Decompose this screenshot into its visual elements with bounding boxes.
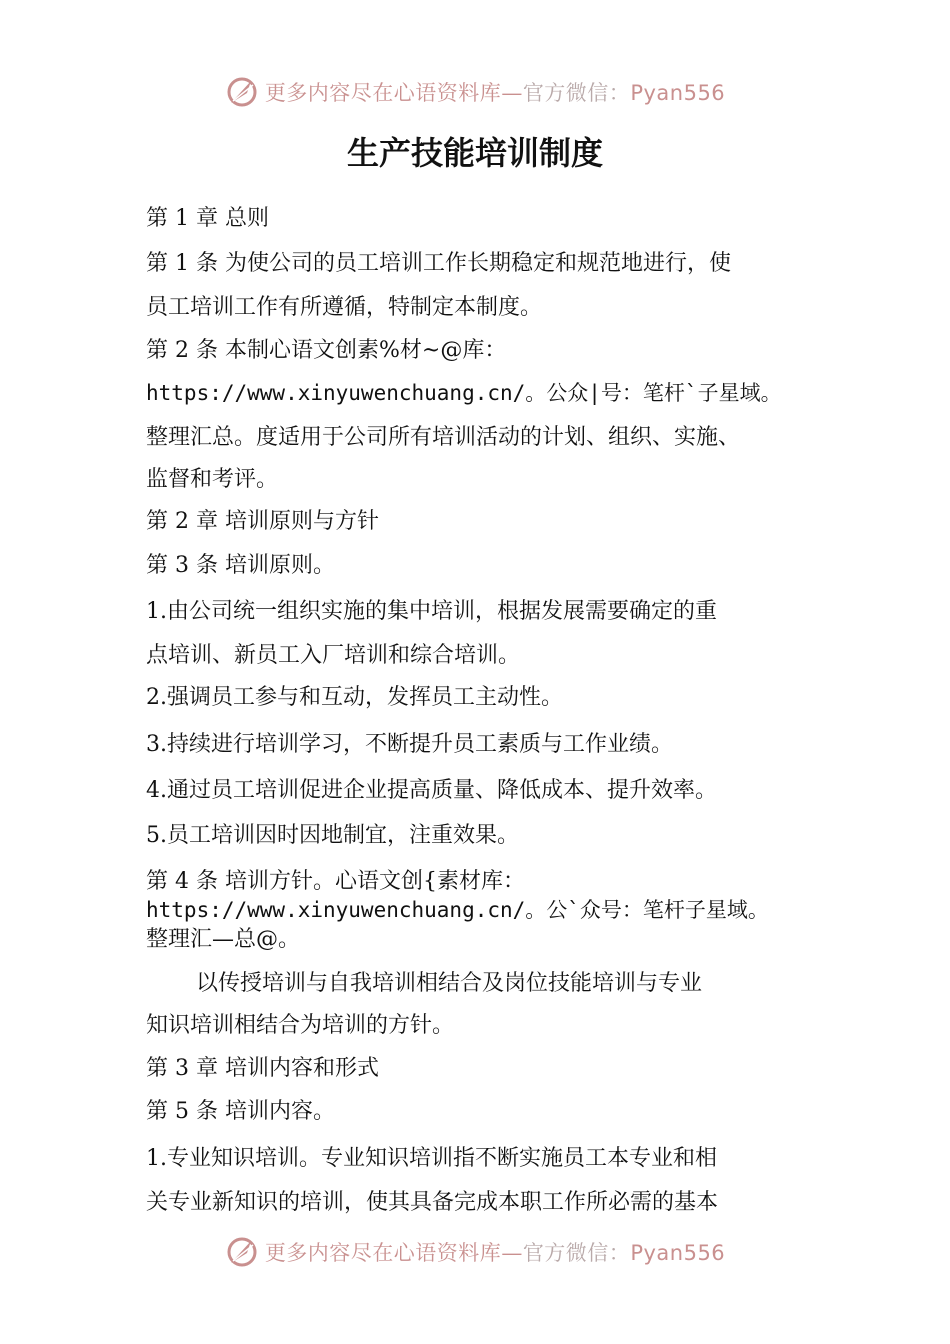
paragraph-line: 知识培训相结合为培训的方针。 <box>146 1013 455 1038</box>
paragraph-line: 第 5 条 培训内容。 <box>146 1099 335 1124</box>
list-item: 1.专业知识培训。专业知识培训指不断实施员工本专业和相 <box>146 1146 717 1171</box>
paragraph-line: 以传授培训与自我培训相结合及岗位技能培训与专业 <box>196 971 703 996</box>
list-item: 3.持续进行培训学习，不断提升员工素质与工作业绩。 <box>146 732 673 757</box>
list-item: 4.通过员工培训促进企业提高质量、降低成本、提升效率。 <box>146 778 717 803</box>
quill-logo-icon <box>225 75 259 109</box>
header-watermark <box>0 72 950 112</box>
paragraph-line: 关专业新知识的培训，使其具备完成本职工作所必需的基本 <box>146 1190 719 1215</box>
paragraph-line: 第 3 条 培训原则。 <box>146 553 335 578</box>
chapter-heading: 第 2 章 培训原则与方针 <box>146 509 379 534</box>
paragraph-line: 整理汇总。度适用于公司所有培训活动的计划、组织、实施、 <box>146 425 741 450</box>
paragraph-line: https://www.xinyuwenchuang.cn/。公`众号：笔杆子星域。 <box>146 898 769 922</box>
paragraph-line: 员工培训工作有所遵循，特制定本制度。 <box>146 295 543 320</box>
paragraph-line: 点培训、新员工入厂培训和综合培训。 <box>146 643 521 668</box>
document-title: 生产技能培训制度 <box>346 134 603 172</box>
paragraph-line: 第 2 条 本制心语文创素%材~@库： <box>146 338 507 363</box>
paragraph-line: https://www.xinyuwenchuang.cn/。公众|号：笔杆`子星域。 <box>146 381 782 405</box>
watermark-text: 更多内容尽在心语资料库—官方微信：Pyan556 <box>264 81 726 105</box>
chapter-heading: 第 3 章 培训内容和形式 <box>146 1056 379 1081</box>
watermark-text: 更多内容尽在心语资料库—官方微信：Pyan556 <box>264 1241 726 1265</box>
paragraph-line: 第 1 条 为使公司的员工培训工作长期稳定和规范地进行，使 <box>146 251 731 276</box>
paragraph-line: 监督和考评。 <box>146 467 279 492</box>
quill-logo-icon <box>225 1235 259 1269</box>
list-item: 5.员工培训因时因地制宜，注重效果。 <box>146 823 519 848</box>
chapter-heading: 第 1 章 总则 <box>146 206 269 231</box>
paragraph-line: 第 4 条 培训方针。心语文创{素材库： <box>146 869 525 894</box>
footer-watermark <box>0 1232 950 1272</box>
paragraph-line: 整理汇—总@。 <box>146 927 301 952</box>
list-item: 1.由公司统一组织实施的集中培训，根据发展需要确定的重 <box>146 599 717 624</box>
list-item: 2.强调员工参与和互动，发挥员工主动性。 <box>146 685 563 710</box>
